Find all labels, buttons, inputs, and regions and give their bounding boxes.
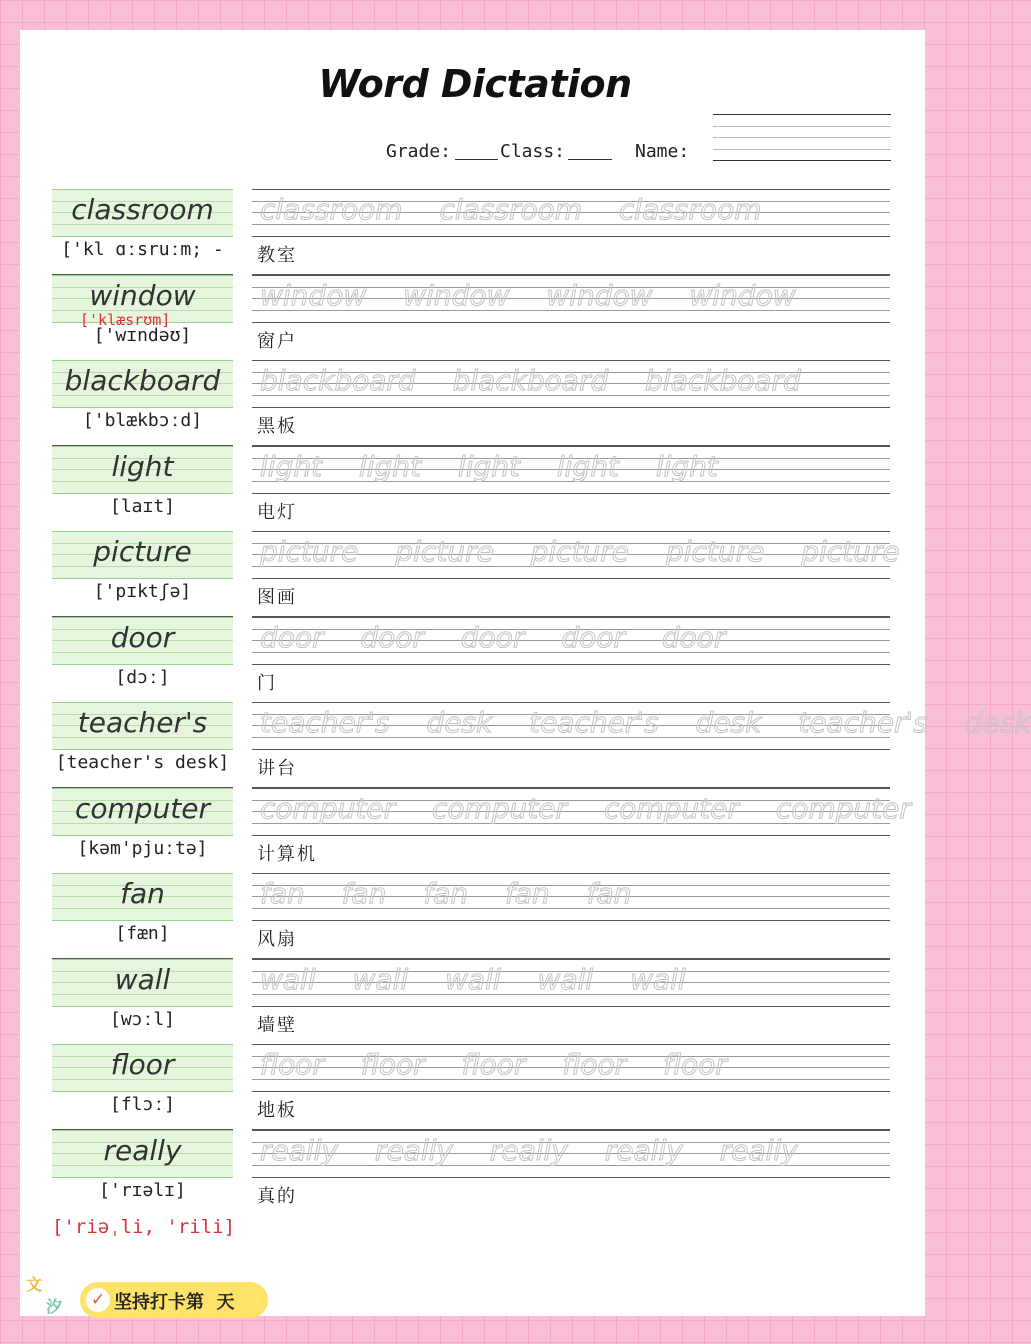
word-box bbox=[52, 446, 233, 494]
tracing-text: fan fan fan fan fan bbox=[260, 877, 632, 910]
practice-writing-lines[interactable] bbox=[252, 873, 890, 921]
word-box bbox=[52, 617, 233, 665]
tracing-text: really really really really really bbox=[260, 1134, 798, 1167]
word-text: computer bbox=[74, 792, 211, 825]
practice-writing-lines[interactable] bbox=[252, 360, 890, 408]
practice-writing-lines[interactable] bbox=[252, 446, 890, 494]
phonetic-text: [laɪt] bbox=[109, 496, 176, 517]
word-text: really bbox=[103, 1134, 182, 1167]
practice-writing-lines[interactable] bbox=[252, 189, 890, 237]
word-text: wall bbox=[114, 963, 171, 996]
meaning-text: 真的 bbox=[257, 1186, 297, 1207]
tracing-text: classroom classroom classroom bbox=[260, 193, 762, 226]
phonetic-text: [teacher's desk] bbox=[55, 752, 230, 773]
grade-label: Grade: bbox=[386, 141, 452, 162]
meaning-text: 图画 bbox=[257, 587, 297, 608]
tracing-text: picture picture picture picture picture bbox=[260, 535, 900, 568]
meaning-text: 风扇 bbox=[257, 929, 297, 950]
practice-writing-lines[interactable] bbox=[252, 788, 911, 836]
practice-writing-lines[interactable] bbox=[252, 702, 1031, 750]
brand-logo bbox=[26, 1276, 62, 1316]
word-text: light bbox=[111, 450, 174, 483]
class-field[interactable] bbox=[568, 159, 612, 160]
name-line-3 bbox=[713, 137, 891, 138]
word-text: picture bbox=[93, 535, 192, 568]
practice-writing-lines[interactable] bbox=[252, 617, 890, 665]
tracing-text: blackboard blackboard blackboard bbox=[260, 364, 801, 397]
phonetic-text: [fæn] bbox=[115, 923, 170, 944]
word-text: fan bbox=[120, 877, 165, 910]
tracing-text: teacher's desk teacher's desk teacher's desk bbox=[260, 706, 1031, 739]
name-line-4 bbox=[713, 149, 891, 150]
word-box bbox=[52, 959, 233, 1007]
tracing-text: light light light light light bbox=[260, 450, 718, 483]
tracing-text: computer computer computer computer bbox=[260, 792, 911, 825]
name-line-1 bbox=[713, 114, 891, 115]
meaning-text: 黑板 bbox=[257, 416, 297, 437]
tracing-text: floor floor floor floor floor bbox=[260, 1048, 727, 1081]
really-alt-phonetic: ['riəˌli, 'rili] bbox=[52, 1216, 236, 1238]
meaning-text: 地板 bbox=[257, 1100, 297, 1121]
meaning-text: 电灯 bbox=[257, 502, 297, 523]
word-box bbox=[52, 531, 233, 579]
phonetic-text: ['rɪəlɪ] bbox=[99, 1180, 186, 1201]
word-text: window bbox=[89, 279, 196, 312]
name-label: Name: bbox=[635, 141, 690, 162]
word-box bbox=[52, 1044, 233, 1092]
class-label: Class: bbox=[500, 141, 566, 162]
phonetic-text: ['blækbɔːd] bbox=[82, 410, 203, 431]
word-box bbox=[52, 1130, 233, 1178]
logo-char-2: 汐 bbox=[46, 1297, 63, 1316]
word-text: floor bbox=[110, 1048, 175, 1081]
meaning-text: 讲台 bbox=[257, 758, 297, 779]
checkin-badge bbox=[80, 1282, 268, 1318]
word-box bbox=[52, 360, 233, 408]
phonetic-text: ['wɪndəʊ] bbox=[93, 325, 192, 346]
meaning-text: 门 bbox=[257, 673, 277, 694]
phonetic-text: [wɔːl] bbox=[109, 1009, 176, 1030]
word-text: classroom bbox=[71, 193, 214, 226]
name-line-5 bbox=[713, 160, 891, 161]
phonetic-text: ['pɪktʃə] bbox=[93, 581, 192, 602]
phonetic-text: [kəm'pjuːtə] bbox=[77, 838, 208, 859]
phonetic-text: [flɔː] bbox=[109, 1094, 176, 1115]
word-text: teacher's bbox=[77, 706, 208, 739]
page-title: Word Dictation bbox=[318, 62, 632, 106]
word-box bbox=[52, 873, 233, 921]
practice-writing-lines[interactable] bbox=[252, 1044, 890, 1092]
word-box bbox=[52, 788, 233, 836]
practice-writing-lines[interactable] bbox=[252, 959, 890, 1007]
checkin-text: 坚持打卡第 天 bbox=[114, 1292, 235, 1313]
meaning-text: 墙壁 bbox=[257, 1015, 297, 1036]
meaning-text: 窗户 bbox=[257, 331, 297, 352]
phonetic-text: [dɔː] bbox=[115, 667, 170, 688]
classroom-alt-phonetic: ['klæsrʊm] bbox=[80, 311, 171, 329]
name-line-2 bbox=[713, 126, 891, 127]
tracing-text: wall wall wall wall wall bbox=[260, 963, 686, 996]
checkmark-icon: ✓ bbox=[86, 1288, 110, 1312]
practice-writing-lines[interactable] bbox=[252, 1130, 890, 1178]
logo-char-1: 文 bbox=[26, 1275, 43, 1294]
word-text: door bbox=[110, 621, 175, 654]
phonetic-text: ['kl ɑːsruːm; - bbox=[61, 239, 224, 260]
meaning-text: 教室 bbox=[257, 245, 297, 266]
word-box bbox=[52, 702, 233, 750]
grade-field[interactable] bbox=[455, 159, 498, 160]
practice-writing-lines[interactable] bbox=[252, 531, 900, 579]
practice-writing-lines[interactable] bbox=[252, 275, 890, 323]
tracing-text: door door door door door bbox=[260, 621, 726, 654]
meaning-text: 计算机 bbox=[257, 844, 317, 865]
tracing-text: window window window window bbox=[260, 279, 796, 312]
word-box bbox=[52, 189, 233, 237]
word-text: blackboard bbox=[64, 364, 221, 397]
